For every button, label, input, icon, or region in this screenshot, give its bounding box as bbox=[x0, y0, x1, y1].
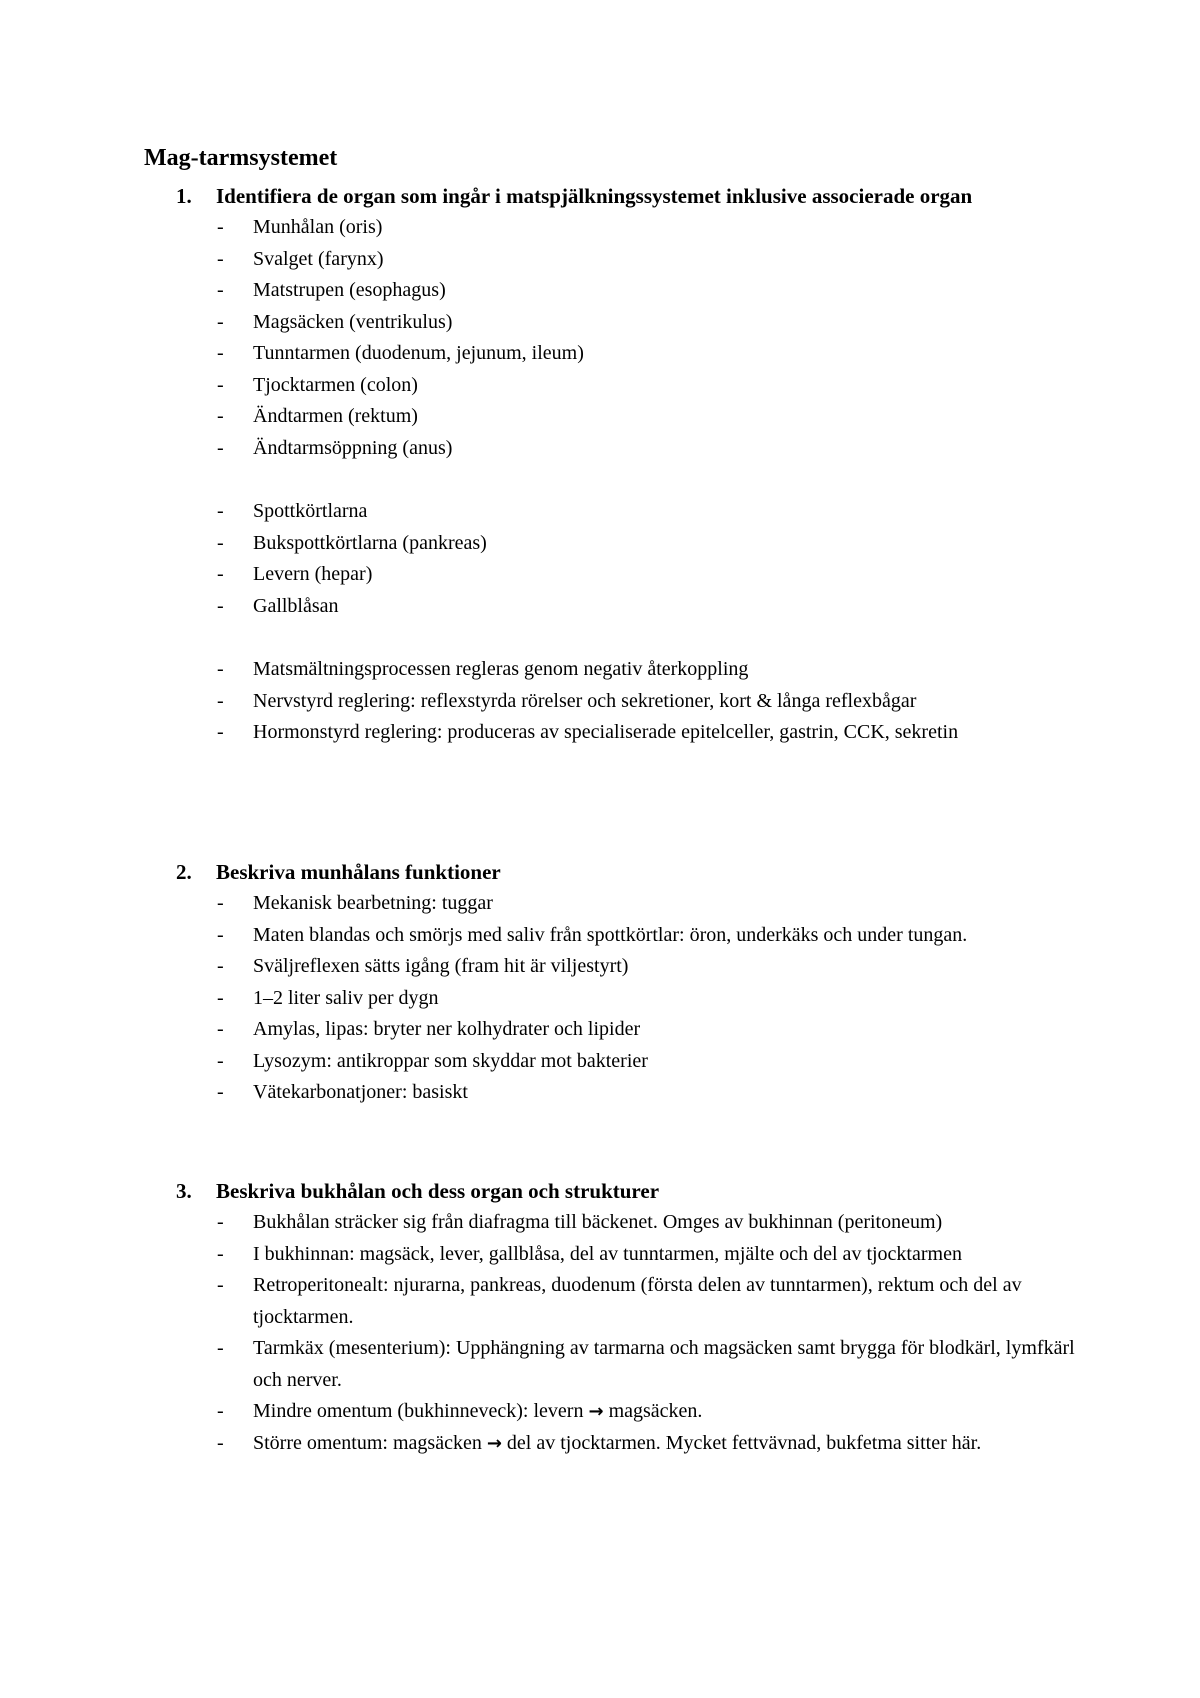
bullet-list bbox=[0, 888, 1200, 1109]
arrow-right-icon: → bbox=[588, 1401, 604, 1422]
list-item: - Mindre omentum (bukhinneveck): levern → magsäcken. bbox=[217, 1400, 703, 1422]
list-item: - Maten blandas och smörjs med saliv från spottkörtlar: öron, underkäks och under tungan. bbox=[217, 923, 968, 946]
list-item: - Levern (hepar) bbox=[217, 563, 373, 585]
list-item: - Tunntarmen (duodenum, jejunum, ileum) bbox=[217, 342, 584, 364]
document-title: Mag-tarmsystemet bbox=[144, 145, 338, 171]
list-item: - Gallblåsan bbox=[217, 594, 339, 617]
spacer bbox=[0, 622, 1200, 654]
section-number: 2. bbox=[176, 860, 192, 884]
section-heading bbox=[0, 180, 1200, 212]
bullet-list bbox=[0, 1207, 1200, 1459]
list-item: - Hormonstyrd reglering: produceras av specialiserade epitelceller, gastrin, CCK, sekretin bbox=[217, 721, 959, 743]
list-item: - Magsäcken (ventrikulus) bbox=[217, 310, 453, 333]
list-item: - Mekanisk bearbetning: tuggar bbox=[217, 892, 493, 914]
list-item: - Större omentum: magsäcken → del av tjocktarmen. Mycket fettvävnad, bukfetma sitter här. bbox=[217, 1431, 982, 1454]
section-1 bbox=[0, 180, 1200, 749]
list-item: - Matstrupen (esophagus) bbox=[217, 279, 446, 301]
spacer bbox=[0, 464, 1200, 496]
list-item: - Svalget (farynx) bbox=[217, 247, 384, 270]
section-heading-text: Identifiera de organ som ingår i matspjälkningssystemet inklusive associerade organ bbox=[216, 184, 973, 208]
section-number: 3. bbox=[176, 1179, 192, 1203]
list-item: - Ändtarmsöppning (anus) bbox=[217, 436, 453, 459]
list-item: - Bukhålan sträcker sig från diafragma till bäckenet. Omges av bukhinnan (peritoneum) bbox=[217, 1211, 943, 1233]
section-heading bbox=[0, 856, 1200, 888]
list-item: - Tarmkäx (mesenterium): Upphängning av tarmarna och magsäcken samt brygga för blodkärl, lymfkärl och nerver. bbox=[217, 1337, 1075, 1391]
list-item: - Sväljreflexen sätts igång (fram hit är viljestyrt) bbox=[217, 955, 629, 977]
list-item: - Amylas, lipas: bryter ner kolhydrater och lipider bbox=[217, 1018, 641, 1040]
section-heading bbox=[0, 1175, 1200, 1207]
bullet-list bbox=[0, 212, 1200, 749]
list-item: - Nervstyrd reglering: reflexstyrda rörelser och sekretioner, kort & långa reflexbågar bbox=[217, 689, 917, 712]
list-item: - Retroperitonealt: njurarna, pankreas, duodenum (första delen av tunntarmen), rektum och del av tjocktarmen. bbox=[217, 1274, 1022, 1328]
list-item: - Spottkörtlarna bbox=[217, 500, 368, 522]
list-item: - Lysozym: antikroppar som skyddar mot bakterier bbox=[217, 1049, 648, 1072]
list-item: - Ändtarmen (rektum) bbox=[217, 405, 418, 427]
list-item: - Matsmältningsprocessen regleras genom negativ återkoppling bbox=[217, 658, 749, 680]
section-2 bbox=[0, 856, 1200, 1109]
list-item: - Bukspottkörtlarna (pankreas) bbox=[217, 531, 487, 554]
arrow-right-icon: → bbox=[486, 1432, 502, 1454]
list-item: - Munhålan (oris) bbox=[217, 216, 383, 238]
list-item: - Vätekarbonatjoner: basiskt bbox=[217, 1081, 468, 1103]
section-number: 1. bbox=[176, 184, 192, 208]
list-item: - Tjocktarmen (colon) bbox=[217, 373, 418, 396]
section-heading-text: Beskriva bukhålan och dess organ och strukturer bbox=[216, 1179, 660, 1203]
section-3 bbox=[0, 1175, 1200, 1459]
list-item: - 1–2 liter saliv per dygn bbox=[217, 986, 439, 1009]
section-heading-text: Beskriva munhålans funktioner bbox=[216, 860, 501, 884]
list-item: - I bukhinnan: magsäck, lever, gallblåsa, del av tunntarmen, mjälte och del av tjocktarmen bbox=[217, 1242, 962, 1265]
